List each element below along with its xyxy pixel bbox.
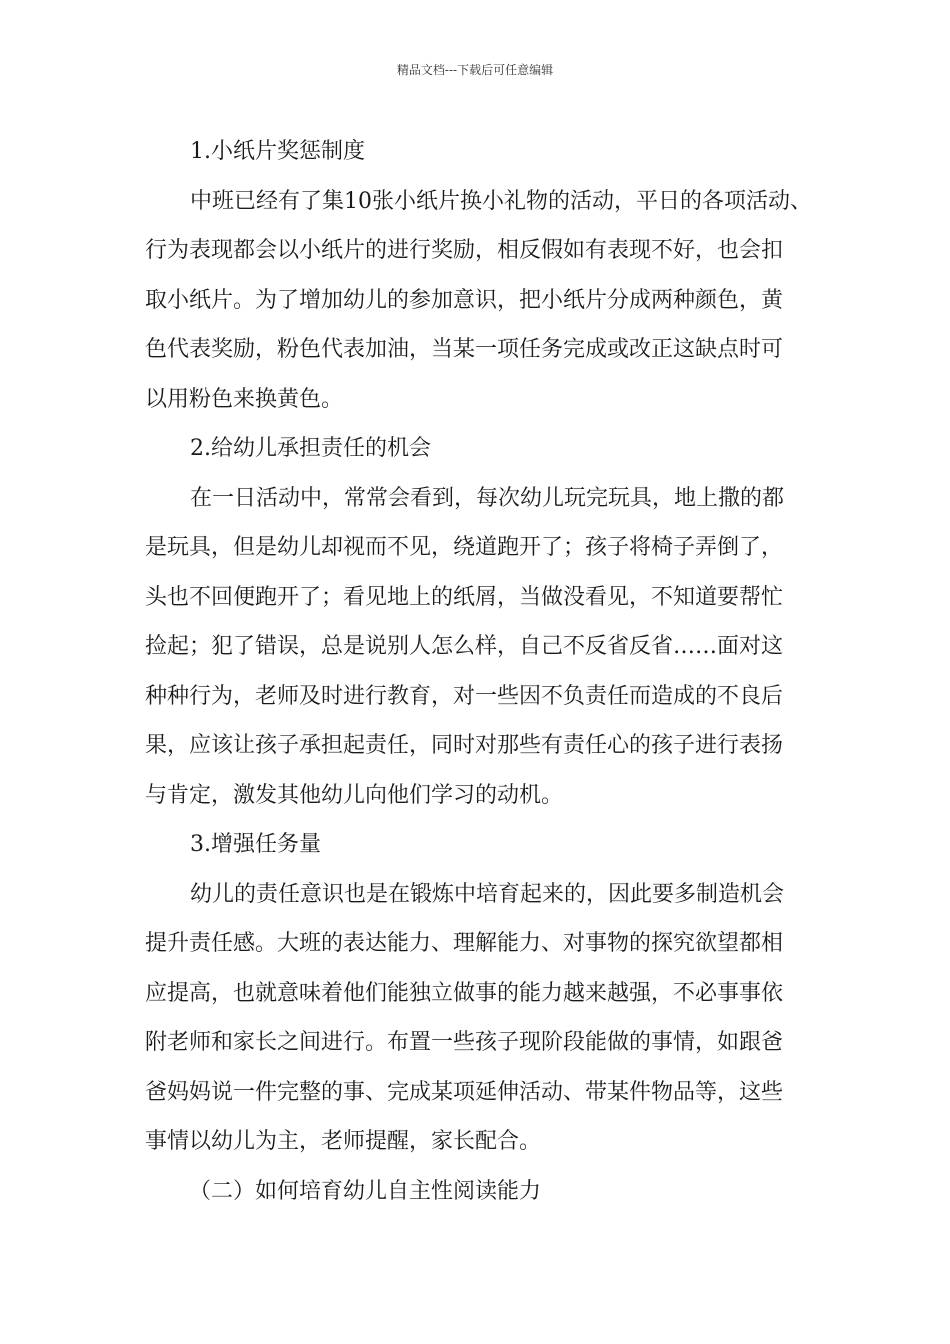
paragraph-3-line-4: 附老师和家长之间进行。布置一些孩子现阶段能做的事情，如跟爸 [145, 1030, 784, 1055]
page-header: 精品文档---下载后可任意编辑 [396, 63, 554, 77]
section-title-1: 1.小纸片奖惩制度 [190, 139, 365, 164]
paragraph-1-line-4: 色代表奖励，粉色代表加油，当某一项任务完成或改正这缺点时可 [145, 337, 784, 362]
paragraph-1-line-1: 中班已经有了集10张小纸片换小礼物的活动，平日的各项活动、 [190, 189, 812, 214]
paragraph-3-line-5: 爸妈妈说一件完整的事、完成某项延伸活动、带某件物品等，这些 [145, 1080, 784, 1105]
paragraph-2-line-2: 是玩具，但是幼儿却视而不见，绕道跑开了；孩子将椅子弄倒了， [145, 535, 784, 560]
paragraph-3-line-3: 应提高，也就意味着他们能独立做事的能力越来越强，不必事事依 [145, 981, 784, 1006]
section-title-2: 2.给幼儿承担责任的机会 [190, 436, 431, 461]
paragraph-1-line-5: 以用粉色来换黄色。 [145, 387, 344, 412]
section-title-3: 3.增强任务量 [190, 832, 321, 857]
paragraph-2-line-3: 头也不回便跑开了；看见地上的纸屑，当做没看见，不知道要帮忙 [145, 585, 784, 610]
paragraph-2-line-7: 与肯定，激发其他幼儿向他们学习的动机。 [145, 783, 564, 808]
paragraph-3-line-6: 事情以幼儿为主，老师提醒，家长配合。 [145, 1129, 542, 1154]
paragraph-2-line-5: 种种行为，老师及时进行教育，对一些因不负责任而造成的不良后 [145, 684, 784, 709]
subsection-title: （二）如何培育幼儿自主性阅读能力 [189, 1179, 542, 1204]
paragraph-2-line-6: 果，应该让孩子承担起责任，同时对那些有责任心的孩子进行表扬 [145, 733, 784, 758]
paragraph-2-line-1: 在一日活动中，常常会看到，每次幼儿玩完玩具，地上撒的都 [190, 486, 785, 511]
paragraph-2-line-4: 捡起；犯了错误，总是说别人怎么样，自己不反省反省……面对这 [145, 634, 784, 659]
paragraph-3-line-1: 幼儿的责任意识也是在锻炼中培育起来的，因此要多制造机会 [190, 882, 785, 907]
paragraph-1-line-3: 取小纸片。为了增加幼儿的参加意识，把小纸片分成两种颜色，黄 [145, 288, 784, 313]
paragraph-1-line-2: 行为表现都会以小纸片的进行奖励，相反假如有表现不好，也会扣 [145, 238, 784, 263]
paragraph-3-line-2: 提升责任感。大班的表达能力、理解能力、对事物的探究欲望都相 [145, 931, 784, 956]
